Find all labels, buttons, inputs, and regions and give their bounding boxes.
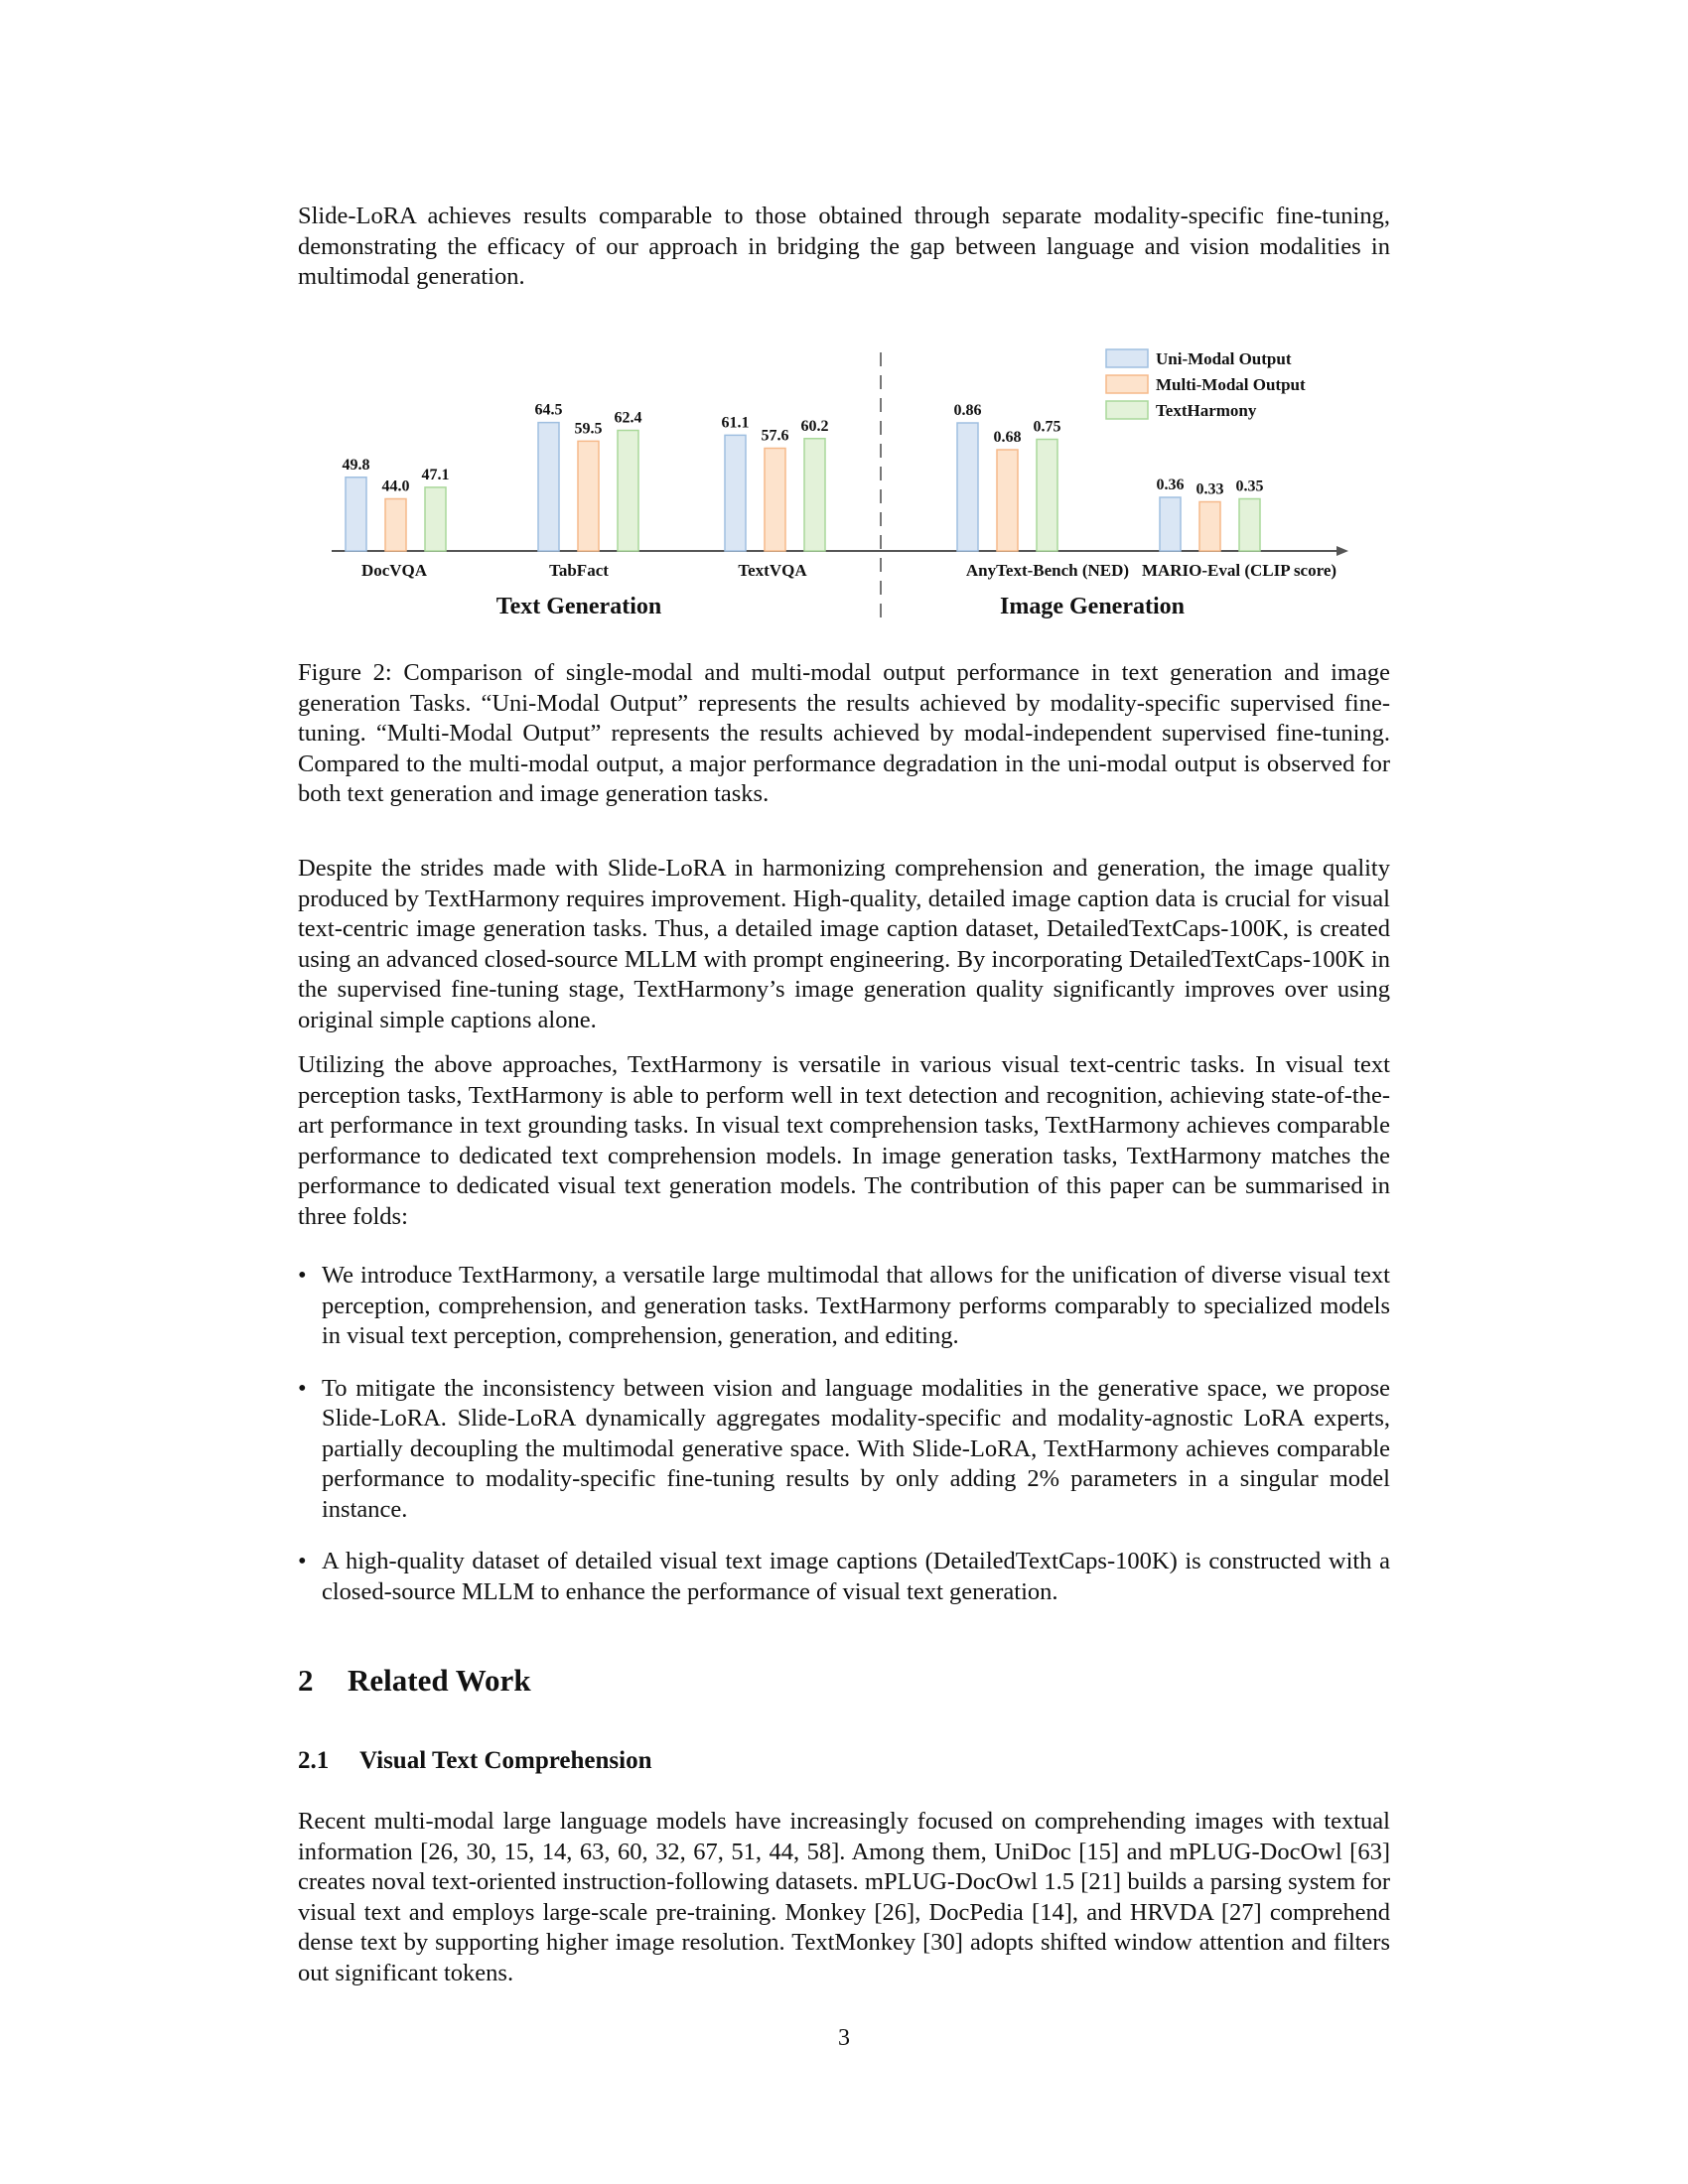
- chart-bar: [725, 435, 746, 551]
- bar-value-label: 0.35: [1235, 478, 1264, 495]
- intro-paragraph: Slide-LoRA achieves results comparable to those obtained through separate modality-specific fine-tuning, demonstrating the efficacy of our approach in bridging the gap between language and vision modalities in multimodal generation.: [298, 203, 1390, 290]
- bar-value-label: 62.4: [614, 409, 642, 427]
- bar-chart: [298, 338, 1390, 655]
- chart-bar: [1160, 497, 1181, 551]
- category-label: AnyText-Bench (NED): [965, 561, 1130, 580]
- chart-bar: [618, 431, 638, 552]
- category-label: TextVQA: [738, 561, 807, 580]
- legend-label: Multi-Modal Output: [1156, 375, 1306, 394]
- legend-swatch: [1106, 401, 1148, 419]
- bar-value-label: 0.75: [1033, 418, 1061, 436]
- bar-value-label: 61.1: [721, 414, 750, 432]
- subsection-title: Visual Text Comprehension: [359, 1747, 652, 1774]
- bar-value-label: 44.0: [381, 478, 410, 495]
- list-item: [298, 1547, 1390, 1607]
- chart-bar: [1199, 502, 1220, 552]
- chart-bar: [538, 423, 559, 551]
- group-label: Image Generation: [1000, 594, 1185, 619]
- bar-value-label: 47.1: [421, 466, 450, 483]
- chart-bar: [346, 478, 366, 551]
- chart-bar: [578, 441, 599, 551]
- chart-bar: [957, 423, 978, 551]
- list-item: [298, 1374, 1390, 1526]
- list-item-text: To mitigate the inconsistency between vision and language modalities in the generative space, we propose Slide-LoRA. Slide-LoRA dynamically aggregates modality-specific and modality-agnostic LoRA experts, partially decoupling the multimodal generative space. With Slide-LoRA, TextHarmony achieves comparable performance to modality-specific fine-tuning results by only adding 2% parameters in a singular model instance.: [322, 1374, 1390, 1523]
- chart-bar: [1239, 499, 1260, 552]
- group-label: Text Generation: [495, 594, 662, 619]
- section-number: 2: [298, 1663, 314, 1698]
- bar-value-label: 49.8: [342, 456, 370, 474]
- category-label: MARIO-Eval (CLIP score): [1141, 561, 1337, 580]
- legend-label: TextHarmony: [1156, 401, 1257, 420]
- legend-swatch: [1106, 349, 1148, 367]
- chart-bar: [997, 450, 1018, 551]
- list-item-text: A high-quality dataset of detailed visual text image captions (DetailedTextCaps-100K) is constructed with a closed-source MLLM to enhance the performance of visual text generation.: [322, 1548, 1390, 1605]
- subsection-number: 2.1: [298, 1747, 330, 1774]
- figure-caption: Figure 2: Comparison of single-modal and multi-modal output performance in text generation and image generation Tasks. “Uni-Modal Output” represents the results achieved by modality-specific supervised fine-tuning. “Multi-Modal Output” represents the results achieved by modal-independent supervised fine-tuning. Compared to the multi-modal output, a major performance degradation in the uni-modal output is observed for both text generation and image generation tasks.: [298, 659, 1390, 807]
- section-title: Related Work: [348, 1663, 531, 1698]
- chart-bar: [1037, 440, 1057, 552]
- bar-value-label: 0.68: [993, 429, 1022, 446]
- list-item-text: We introduce TextHarmony, a versatile large multimodal that allows for the unification of diverse visual text perception, comprehension, and generation tasks. TextHarmony performs comparably to specialized models in visual text perception, comprehension, generation, and editing.: [322, 1262, 1390, 1349]
- subsection-heading: [298, 1747, 652, 1775]
- section-heading: [298, 1663, 531, 1699]
- category-label: DocVQA: [360, 561, 428, 580]
- paragraph-contributions-intro: Utilizing the above approaches, TextHarmony is versatile in various visual text-centric tasks. In visual text perception tasks, TextHarmony is able to perform well in text detection and recognition, achieving state-of-the-art performance in text grounding tasks. In visual text comprehension tasks, TextHarmony achieves comparable performance to dedicated text comprehension models. In image generation tasks, TextHarmony matches the performance to dedicated visual text generation models. The contribution of this paper can be summarised in three folds:: [298, 1051, 1390, 1230]
- legend-label: Uni-Modal Output: [1156, 349, 1292, 368]
- paragraph-related-work: Recent multi-modal large language models have increasingly focused on comprehending images with textual information [26, 30, 15, 14, 63, 60, 32, 67, 51, 44, 58]. Among them, UniDoc [15] and mPLUG-DocOwl [63] creates noval text-oriented instruction-following datasets. mPLUG-DocOwl 1.5 [21] builds a parsing system for visual text and employs large-scale pre-training. Monkey [26], DocPedia [14], and HRVDA [27] comprehend dense text by supporting higher image resolution. TextMonkey [30] adopts shifted window attention and filters out significant tokens.: [298, 1808, 1390, 1986]
- bar-value-label: 59.5: [574, 420, 603, 438]
- legend-swatch: [1106, 375, 1148, 393]
- bar-value-label: 0.36: [1156, 477, 1185, 493]
- chart-bar: [765, 449, 785, 552]
- x-axis-arrowhead: [1336, 546, 1348, 556]
- bar-value-label: 60.2: [800, 417, 829, 435]
- contributions-list: [298, 1261, 1390, 1629]
- chart-bar: [385, 499, 406, 552]
- chart-bar: [425, 487, 446, 551]
- chart-bar: [804, 439, 825, 551]
- bullet-symbol: •: [298, 1374, 307, 1402]
- bar-value-label: 0.33: [1196, 480, 1224, 498]
- figure-2-chart: [298, 338, 1390, 655]
- bullet-symbol: •: [298, 1548, 307, 1574]
- bar-value-label: 64.5: [534, 401, 563, 419]
- bar-value-label: 0.86: [953, 402, 982, 419]
- list-item: [298, 1261, 1390, 1352]
- category-label: TabFact: [549, 561, 609, 580]
- paragraph-slide-lora: Despite the strides made with Slide-LoRA in harmonizing comprehension and generation, the image quality produced by TextHarmony requires improvement. High-quality, detailed image caption data is crucial for visual text-centric image generation tasks. Thus, a detailed image caption dataset, DetailedTextCaps-100K, is created using an advanced closed-source MLLM with prompt engineering. By incorporating DetailedTextCaps-100K in the supervised fine-tuning stage, TextHarmony’s image generation quality significantly improves over using original simple captions alone.: [298, 855, 1390, 1033]
- page-number: 3: [838, 2025, 850, 2051]
- bar-value-label: 57.6: [761, 427, 789, 445]
- bullet-symbol: •: [298, 1262, 307, 1289]
